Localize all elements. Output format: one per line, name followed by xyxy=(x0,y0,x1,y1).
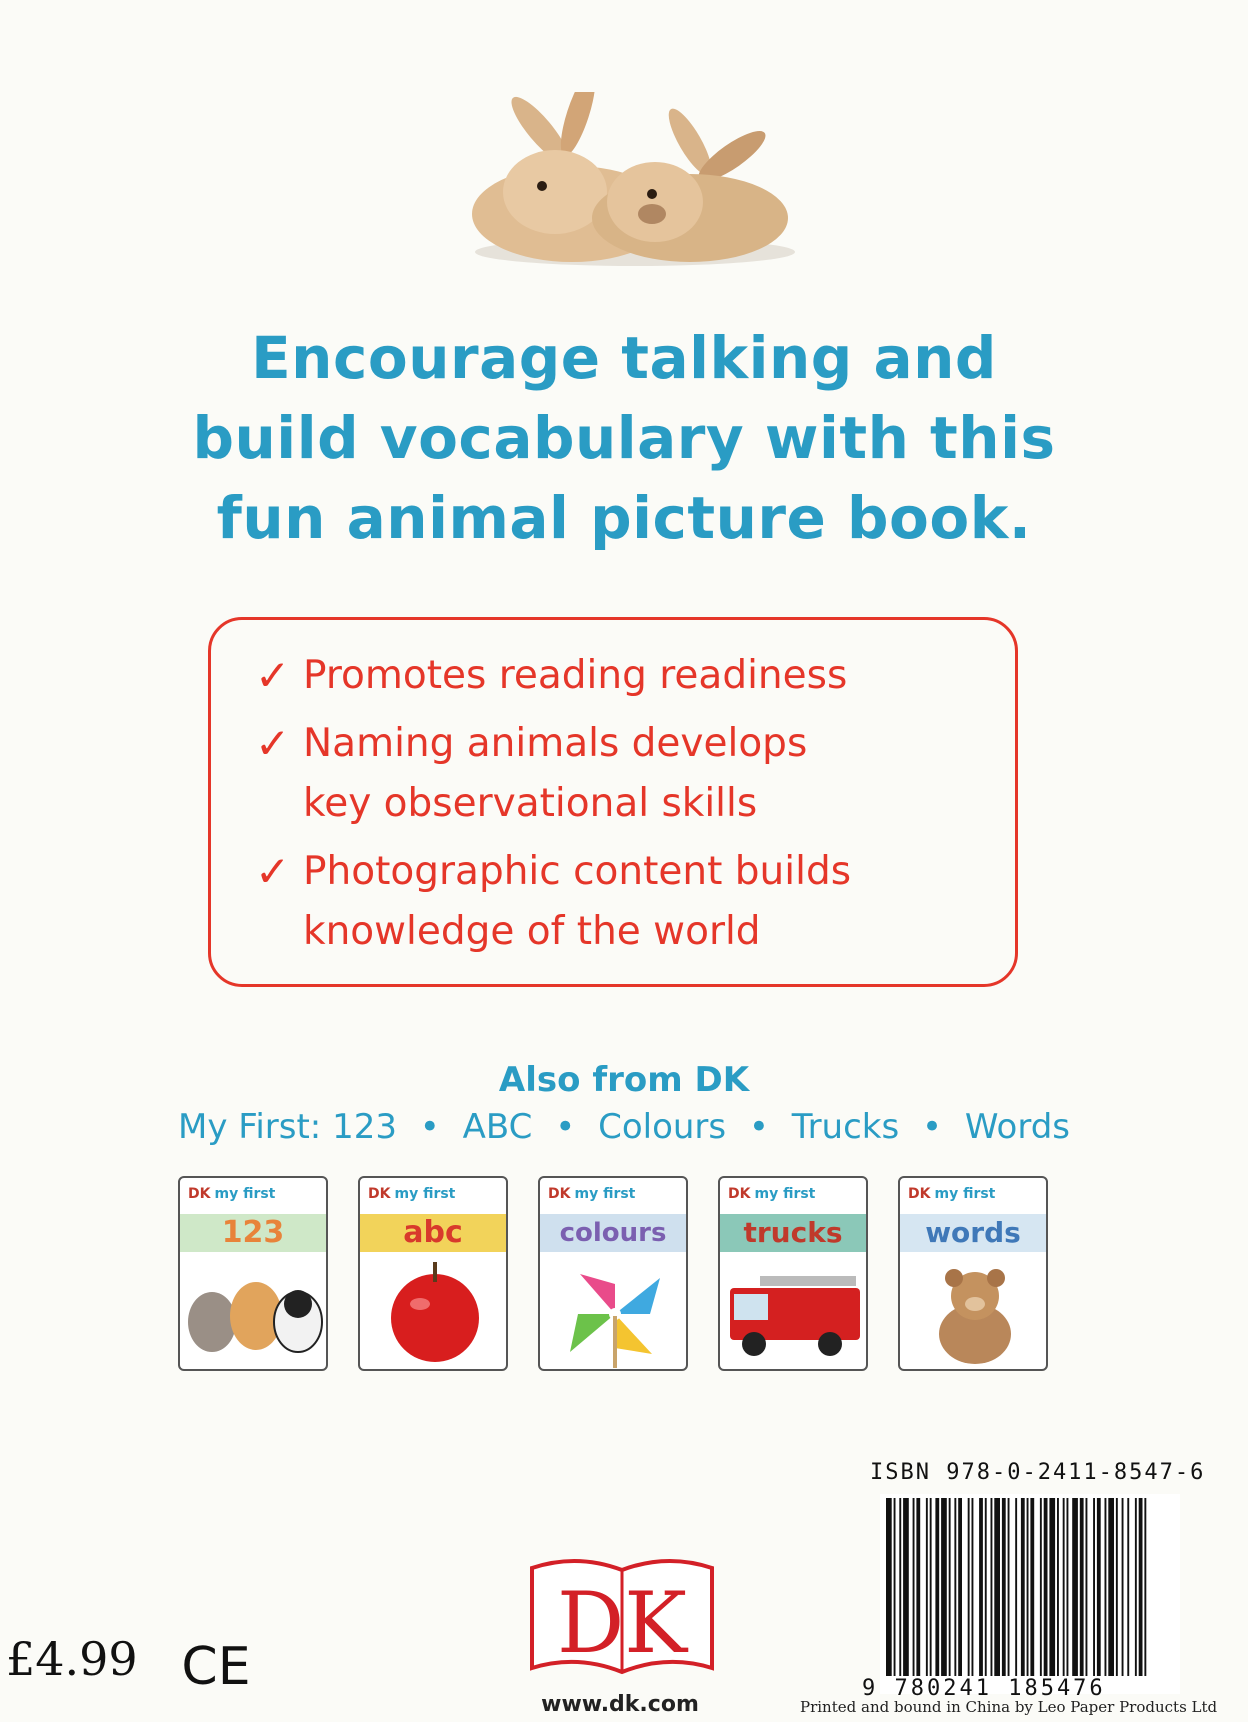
thumbnail-brand xyxy=(908,1186,995,1202)
barcode-bar xyxy=(1139,1498,1143,1676)
also-from-item: Trucks xyxy=(791,1107,900,1147)
barcode-bar xyxy=(1067,1498,1069,1676)
barcode-bar xyxy=(1080,1498,1084,1676)
book-thumbnail-words xyxy=(898,1176,1048,1371)
barcode-bar xyxy=(972,1498,974,1676)
barcode-bar xyxy=(1040,1498,1042,1676)
barcode-bar xyxy=(1116,1498,1118,1676)
also-from-item: Words xyxy=(964,1107,1070,1147)
book-thumbnail-abc xyxy=(358,1176,508,1371)
checkmark-icon: ✓ xyxy=(255,847,291,896)
barcode-bar xyxy=(1015,1498,1017,1676)
barcode-bar xyxy=(1072,1498,1078,1676)
thumbnail-brand xyxy=(188,1186,275,1202)
series-label: my first xyxy=(574,1186,636,1202)
kittens-photo xyxy=(180,1256,328,1371)
barcode-bar xyxy=(916,1498,920,1676)
barcode-bar xyxy=(1108,1498,1114,1676)
barcode-bar xyxy=(903,1498,909,1676)
price-label: £4.99 xyxy=(6,1632,138,1686)
barcode-bar xyxy=(949,1498,951,1676)
dk-logo xyxy=(527,1548,717,1678)
benefit-line: knowledge of the world xyxy=(303,909,761,954)
thumbnail-title: abc xyxy=(360,1214,506,1252)
barcode-bar xyxy=(985,1498,987,1676)
barcode-bar xyxy=(1021,1498,1025,1676)
dk-mark: DK xyxy=(548,1186,571,1202)
barcode-bar xyxy=(1049,1498,1055,1676)
headline-line: Encourage talking and xyxy=(251,324,997,392)
barcode-bar xyxy=(1008,1498,1010,1676)
checkmark-icon: ✓ xyxy=(255,651,291,700)
barcode-bar xyxy=(968,1498,970,1676)
benefit-line: Naming animals develops xyxy=(303,721,808,766)
benefit-item xyxy=(255,842,1015,962)
dk-logo-text: DK xyxy=(556,1574,688,1672)
thumbnail-brand xyxy=(548,1186,635,1202)
isbn-text: ISBN 978-0-2411-8547-6 xyxy=(870,1460,1206,1485)
barcode-bar xyxy=(913,1498,915,1676)
thumbnail-title: words xyxy=(900,1214,1046,1252)
bunnies-photo xyxy=(460,92,800,278)
barcode-bar xyxy=(979,1498,983,1676)
book-thumbnail-trucks xyxy=(718,1176,868,1371)
benefit-item xyxy=(255,714,1015,834)
barcode-bar xyxy=(1002,1498,1006,1676)
series-label: my first xyxy=(394,1186,456,1202)
book-thumbnails xyxy=(178,1176,1058,1371)
barcode-bar xyxy=(1122,1498,1124,1676)
thumbnail-title: 123 xyxy=(180,1214,326,1252)
separator: • xyxy=(419,1107,440,1147)
thumbnail-title: trucks xyxy=(720,1214,866,1252)
ce-mark-text: CE xyxy=(181,1637,251,1692)
dk-mark: DK xyxy=(188,1186,211,1202)
also-from-prefix: My First: 123 xyxy=(177,1107,397,1147)
thumbnail-brand xyxy=(728,1186,815,1202)
separator: • xyxy=(922,1107,943,1147)
series-label: my first xyxy=(934,1186,996,1202)
barcode-bar xyxy=(954,1498,956,1676)
dk-mark: DK xyxy=(908,1186,931,1202)
barcode-bar xyxy=(994,1498,1000,1676)
book-thumbnail-123 xyxy=(178,1176,328,1371)
barcode-bar xyxy=(1030,1498,1034,1676)
ce-mark xyxy=(168,1636,264,1692)
apple-photo xyxy=(360,1256,508,1371)
printed-in-text: Printed and bound in China by Leo Paper Products Ltd xyxy=(800,1698,1218,1716)
benefit-line: Promotes reading readiness xyxy=(303,653,848,698)
barcode-bar xyxy=(894,1498,896,1676)
barcode-bar xyxy=(1093,1498,1095,1676)
also-from-list xyxy=(0,1107,1248,1147)
barcode-bar xyxy=(1057,1498,1059,1676)
series-label: my first xyxy=(754,1186,816,1202)
dk-mark: DK xyxy=(728,1186,751,1202)
barcode-bar xyxy=(1105,1498,1107,1676)
headline-line: fun animal picture book. xyxy=(216,484,1032,552)
barcode-bar xyxy=(1144,1498,1146,1676)
website-link[interactable]: www.dk.com xyxy=(541,1692,699,1717)
barcode-bar xyxy=(1063,1498,1065,1676)
barcode-bar xyxy=(886,1498,892,1676)
barcode-bar xyxy=(1127,1498,1129,1676)
benefit-line: key observational skills xyxy=(303,781,758,826)
benefit-item xyxy=(255,646,1015,706)
barcode-digits: 9 780241 185476 xyxy=(862,1676,1106,1701)
thumbnail-title: colours xyxy=(540,1214,686,1252)
headline xyxy=(0,318,1248,558)
pinwheel-photo xyxy=(540,1256,688,1371)
barcode-bar xyxy=(935,1498,939,1676)
also-from-title: Also from DK xyxy=(498,1060,750,1100)
book-thumbnail-colours xyxy=(538,1176,688,1371)
also-from-item: Colours xyxy=(598,1107,727,1147)
barcode-bar xyxy=(926,1498,928,1676)
barcode-bar xyxy=(1044,1498,1048,1676)
fire-truck-photo xyxy=(720,1256,868,1371)
thumbnail-brand xyxy=(368,1186,455,1202)
barcode-bar xyxy=(899,1498,901,1676)
barcode-bar xyxy=(1086,1498,1088,1676)
dk-mark: DK xyxy=(368,1186,391,1202)
barcode-bar xyxy=(941,1498,947,1676)
benefit-line: Photographic content builds xyxy=(303,849,852,894)
barcode-bar xyxy=(1097,1498,1101,1676)
checkmark-icon: ✓ xyxy=(255,719,291,768)
barcode-bar xyxy=(991,1498,993,1676)
barcode-bar xyxy=(1027,1498,1029,1676)
separator: • xyxy=(555,1107,576,1147)
benefits-box xyxy=(208,617,1018,987)
barcode-image xyxy=(880,1494,1180,1694)
also-from-item: ABC xyxy=(462,1107,533,1147)
teddy-bear-photo xyxy=(900,1256,1048,1371)
series-label: my first xyxy=(214,1186,276,1202)
barcode-bar xyxy=(1135,1498,1137,1676)
headline-line: build vocabulary with this xyxy=(192,404,1056,472)
separator: • xyxy=(748,1107,769,1147)
barcode-bar xyxy=(930,1498,932,1676)
barcode-bar xyxy=(958,1498,962,1676)
